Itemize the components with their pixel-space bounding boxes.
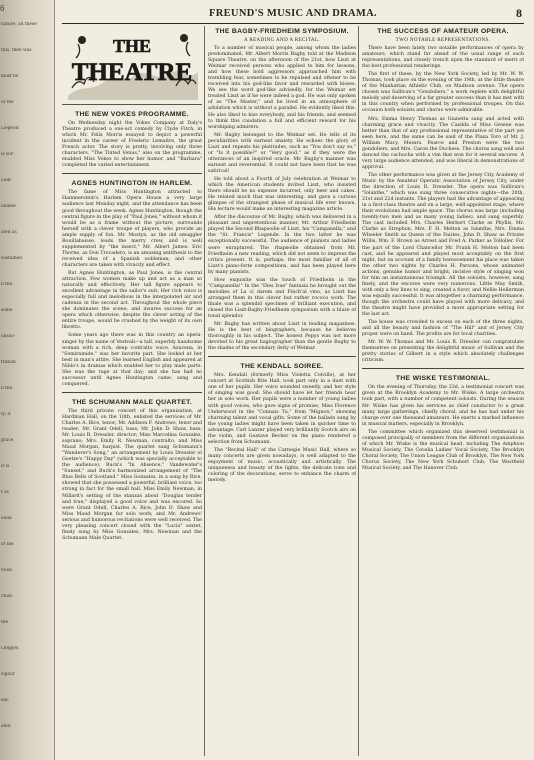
gutter-text-fragment: nature, all these — [1, 22, 37, 27]
paragraph: After the discourse of Mr. Bagby, which was delivered in a pleasant and unpretentious manner, Mr. Arthur Friedheim played the Second Rhapsodie of Liszt, his "Campanella," and the "St. Francis" Legende. In the two latter he was exceptionally successful. The audience of pianists and ladies were enraptured. The rhapsodie obtained from Mr. Friedheim a new reading, which did not seem to impress the critics present. It is, perhaps, the most familiar of all of Liszt's piano-forte compositions, and has been played here by many pianists. — [208, 215, 356, 275]
paragraph: The other performance was given at the Jersey City Academy of Music by the Amateur Operatic Association of Jersey City, under the direction of Louis R. Dressler. The opera was Sullivan's "Iolanthe," which was sung three consecutive nights—the 20th, 21st and 22d instants. The players had the advantage of appearing in a first-class theatre and on a large, well-appointed stage, where their evolutions had ample space. The chorus was large (including twenty-two men and as many young ladies), and sang superbly. The cast included Mrs. Charles Herbert Clarke as Phyllis, Mr. Clarke as Strephon, Mrs. F. H. Melton as Iolanthe, Mrs. Emma Wheeler Smith as Queen of the Fairies, John D. Shaw as Private Willis, Wm. F. Brown as Arrest and Fred A. Parker as Tolloller. For the part of the Lord Chancellor Mr. Frank H. Melton had been cast, and he appeared and played most acceptably on the first night, but on account of a family bereavement his place was taken the other two nights by Charles H. Parsons, whose animated actions, genuine humor and bright, incisive style of singing won for him an instantaneous triumph. All the soloists, however, sang finely, and the encores were very numerous. Little May Smith, with only a few lines to sing, created a furor, and Nellie Hellerman was equally successful. It was altogether a charming performance, though the orchestra could have played with more delicacy, and the theatre might have provided a more appropriate setting for the last act. — [362, 172, 524, 318]
section-title: AGNES HUNTINGTON IN HARLEM. — [71, 180, 193, 188]
paragraph: On Wednesday night the Vokes Company at Daly's Theatre produced a one-act comedy by Clyde Fitch, in which Mr. Felix Morris essayed to depict a powerful incident in the career of Frederic Lemaitre, the great French actor. The story is pretty, involving only three characters. "The Tinted Venus," also on the programme, enabled Miss Vokes to show her humor, and "Barbara" completed the varied entertainment. — [62, 121, 202, 169]
logo-line-2: THEATRE — [71, 59, 193, 86]
paragraph: The fame of Miss Huntington attracted to Hammerstein's Harlem Opera House a very large audience last Monday night, and the attendance has been good throughout the week. Agnes Huntington, though the central figure in the play of "Paul Jones," without whom it would be as a frame without the picture, surrounds herself with a clever troupe of players, who provide an ample supply of fun. Mr. Mostyn, as the old smuggler Bouillabaisse, leads the merry crew, and is well supplemented by "the insect," Mr. Albert James. Eric Thorne, as Don Trocadero, is an amusing antithesis to the received idea of a Spanish nobleman; and other characters are taken with vivacity and effect. — [62, 190, 202, 268]
gutter-text-fragment: is sur- — [1, 152, 15, 157]
paragraph: The house was crowded to excess on each of the three nights, and all the beauty and fashion of "The Hill" and of Jersey City proper were on hand. The profits are for local charities. — [362, 320, 524, 338]
section-divider — [362, 368, 524, 369]
column-rule — [358, 26, 359, 756]
section-title: THE NEW VOKES PROGRAMME. — [75, 111, 189, 118]
gutter-text-fragment: must be — [1, 74, 19, 79]
section-title: THE SUCCESS OF AMATEUR OPERA. — [377, 28, 509, 35]
gutter-text-fragment: ated as — [1, 230, 17, 235]
paragraph: The "Recital Hall" of the Carnegie Music Hall, where so many concerts are given nowadays, is well adapted to the enjoyment of music, acoustically and artistically. The uniqueness and beauty of the lights, the delicate tone and coloring of the decorations, serve to enhance the charm of melody. — [208, 447, 356, 484]
section-title: THE KENDALL SOIREE. — [240, 363, 324, 371]
paragraph: Mrs. Emma Henry Thomas as Gianetta sang and acted with charming grace and vivacity. The Casilda of Miss Greene was better than that of any professional representative of the part yet seen here, and the same can be said of the Plaza Toro of Mr. J. William Macy. Messrs. Pearce and Preston were the two gondoliers, and Mrs. Caron the Duchess. The chorus sang well and danced the cachucha with a vim that won for it several encores. A very large audience attended, and was liberal in demonstrations of approval. — [362, 116, 524, 170]
gutter-text-fragment: n the — [1, 386, 13, 391]
article-body — [362, 46, 524, 364]
section-divider — [62, 392, 202, 393]
page-number: 8 — [516, 6, 522, 20]
gutter-text-fragment: t as — [1, 490, 9, 495]
paragraph: Mrs. Kendall (formerly Miss Violetta Colville), at her concert at Scottish Rite Hall, took part only in a duet with one of her pupils. Her voice sounded sweetly, and her style of singing was good. She should have let her friends hear her in solo work. Her pupils were a number of young ladies with good voices, who gave signs of promise, Miss Florence Underwood in the "Connais Tu," from "Mignon," showing charming talent and vocal gifts. Some of the ballads sung by the young ladies might have been taken in quicker time to advantage. Carl Lanzer played very brilliantly Scotch airs on the violin, and Gustave Becker on the piano rendered a selection from Schumann. — [208, 373, 356, 445]
gutter-text-fragment: of the — [1, 542, 14, 547]
gutter-text-fragment: ir is — [1, 464, 10, 469]
running-header — [62, 8, 524, 24]
section-divider — [62, 173, 202, 174]
gutter-text-fragment: unsus- — [1, 334, 16, 339]
gutter-text-fragment: ated — [1, 724, 11, 729]
paragraph: Mr. W. W. Thomas and Mr. Louis R. Dressler can congratulate themselves on presenting the delightful music of Sullivan and the pretty stories of Gilbert in a style which absolutely challenges criticism. — [362, 340, 524, 364]
paragraph: On the evening of Thursday, the 23d, a testimonial concert was given at the Brooklyn Academy to Mr. Wiske. A large orchestra took part, with a number of competent soloists. During the season Mr. Wiske has given his services as chief conductor to a great many large gatherings, chiefly choral, and he has had under his charge over one thousand amateurs. He exerts a marked influence in musical matters, especially in Brooklyn. — [362, 385, 524, 427]
gutter-text-fragment: of the — [1, 100, 14, 105]
gutter-text-fragment: tration — [1, 360, 16, 365]
left-page-number: 6 — [0, 4, 5, 13]
paragraph: How exquisite was the touch of Friedheim in the "Campanella!" In the "Dies Irae" fantasia he brought out the melodies of La ci darem and Finch'al vino, as Liszt has arranged them in this clever but rather rococo work. The finale was a splendid specimen of brilliant execution, and closed the Liszt-Bagby-Friedheim symposium with a blaze of tonal splendor. — [208, 277, 356, 320]
logo-line-1: THE — [112, 36, 152, 56]
section-title: THE BAGBY-FRIEDHEIM SYMPOSIUM. — [215, 28, 349, 35]
article-body — [208, 373, 356, 484]
section-subtitle: A READING AND A RECITAL. — [243, 38, 320, 43]
paragraph: There have been lately two notable performances of opera by amateurs, which stand far ahead of the usual range of such representations, and closely trench upon the standard of merit of the best professional renderings. — [362, 46, 524, 70]
gutter-text-fragment: some — [1, 308, 13, 313]
gutter-text-fragment: ty, it — [1, 412, 11, 417]
column-1 — [62, 26, 202, 756]
column-rule — [204, 26, 205, 756]
paragraph: But Agnes Huntington, as Paul Jones, is the central attraction. Few women make up and act as a man so naturally and effectively. Her tall figure appears to excellent advantage in the sailor's suit. Her rich voice is especially full and melodious in the interpolated air and cadenza in the second act. Throughout the whole piece she dominates the scene, and insures success for an opera which otherwise, despite the clever acting of the entire troupe, would be crushed by the weight of its own libretto. — [62, 270, 202, 331]
gutter-text-fragment: ction — [1, 594, 12, 599]
gutter-text-fragment: Liegeoit — [1, 126, 19, 131]
article-body — [62, 121, 202, 169]
article-body — [62, 409, 202, 542]
paragraph: The third private concert of this organization, at Hardman Hall, on the 10th, enlisted the services of Mr. Charles A. Rice, tenor; Mr. Addison F. Andrews, tenor and reader; Mr. Grant Odell, bass; Mr. John D. Shaw, bass; Mr. Louis R. Dressler, director; Miss Marcelina Gonzalez, soprano; Mrs. Emily R. Newman, contralto, and Miss Maud Morgan, harpist. The quartet sang Schumann's "Wanderer's Song," an arrangement by Louis Dressler of Goetze's "Happy Day" (which was specially acceptable to the audience), Buck's "In Absence," Vandewater's "Sunset," and Buck's harmonized arrangement of "The Blue Bells of Scotland." Miss Gonzalez, in a song by Rice, showed that she possessed a powerful, brilliant voice, too strong in fact for the small hall. Miss Emily Newman, in Millard's setting of the stanzas about "Douglas tender and true," displayed a good voice and was encored. So were Grant Odell, Charles A. Rice, John D. Shaw and Miss Maud Morgan for solo work; and Mr. Andrews' serious and humorous recitations were well received. The very pleasing concert closed with the "Lucia" sextet, finely sung by Miss Gonzales, Mrs. Newman and the Schumann Male Quartet. — [62, 408, 202, 541]
theatre-logo — [62, 26, 202, 105]
article-body — [62, 190, 202, 388]
gutter-text-fragment: vigour — [1, 672, 15, 677]
paragraph: Some years ago there was in this country an opera-singer by the name of Vestvali—a tall, superbly handsome woman with a rich, deep contralto voice. Azucena, in "Semiramide," was her favorite part. She looked at her best in man's attire. She learned English and appeared at Niblo's in dramas which enabled her to play male parts. She was the rage at that day; and she has had no successor until Agnes Huntington came, sang and conquered. — [62, 333, 202, 387]
section-subtitle: TWO NOTABLE REPRESENTATIONS. — [395, 38, 491, 43]
article-body — [362, 385, 524, 472]
article-body — [208, 46, 356, 352]
column-3 — [362, 26, 524, 756]
section-divider — [208, 356, 356, 357]
paragraph: To a number of musical people, among whom the ladies predominated, Mr. Albert Morris Bagby told at the Madison Square Theatre, on the afternoon of the 21st, how Liszt at Weimar received persons who applied to him for lessons, and how these bold aggressors approached him with trembling fear, sometimes to be repulsed and oftener to be received into his god-like favor and rewarded with kisses. We see the word god-like advisedly, for the Weimar set treated Liszt as if he were indeed a god. He was only spoken of as "The Master," and he lived in an atmosphere of adulation which is without a parallel. He evidently liked this. He also liked to kiss everybody, and his friends, and seemed to think this caudation a full and efficient reward for his worshiping admirers. — [208, 46, 356, 130]
gutter-text-fragment: this, then was — [1, 48, 32, 53]
gutter-text-fragment: n the — [1, 282, 13, 287]
gutter-text-fragment: sustained — [1, 256, 22, 261]
gutter-text-fragment: ied, — [1, 698, 10, 703]
paragraph: The first of these, by the New York Society, led by Mr. W. W. Thomas, took place on the evening of the 19th, at the little theatre of the Manhattan Athletic Club, on Madison avenue. The opera chosen was Sullivan's "Gondoliers," a work replete with delightful melody and deserving of a far greater success than it has met with in this country when performed by professional troupes. On this occasion both soloists and chorus were admirable. — [362, 72, 524, 114]
theatre-logo-art — [62, 26, 202, 104]
gutter-text-fragment: rsion — [1, 568, 12, 573]
left-page-gutter — [0, 0, 55, 760]
paragraph: Mr. Bagby has written about Liszt in leading magazines. He is the best of biographers, because he believes thoroughly in his subject. The honest Pepys was not more devoted to his great hagiographer than the gentle Bagby to the shades of the secondary deity of Weimar. — [208, 322, 356, 352]
gutter-text-fragment: Lengyel, — [1, 646, 20, 651]
paragraph: The committee which organized this deserved testimonial is composed principally of members from the different organizations of which Mr. Wiske is the musical head, including The Amphion Musical Society, The Cecelia Ladies' Vocal Society, The Brooklyn Choral Society, The Union League Club of Brooklyn, The New York Chorus Society, The New York Schubert Club, The Westfield Musical Society, and The Hanover Club. — [362, 429, 524, 471]
gutter-text-fragment: ional — [1, 516, 12, 521]
paragraph: He told about a Fourth of July celebration at Weimar to which the American students invited Liszt, who insisted there should be no expense incurred, only beer and cakes. He related much that was interesting, and gave a curious glimpse of the strangest phase of musical life ever known. His lecture would make an interesting magazine article. — [208, 176, 356, 213]
gutter-text-fragment: the — [1, 620, 9, 625]
gutter-text-fragment: grace — [1, 438, 14, 443]
column-2 — [208, 26, 356, 756]
paragraph: Mr. Bagby belonged to the Weimar set. He tells of its peculiarities with earnest anxiety. He echoes the glory of Liszt and repeats his platitudes, such as "You don't say so," or "Is it possible?" or "Very good," as if they were the utterances of an inspired oracle. Mr. Bagby's manner was earnest and reverential. It could not have been that he was satirical! — [208, 132, 356, 174]
publication-title: FREUND'S MUSIC AND DRAMA. — [209, 8, 377, 19]
gutter-text-fragment: unable — [1, 204, 16, 209]
section-title: THE WISKE TESTIMONIAL. — [395, 375, 491, 383]
gutter-text-fragment: Lieb- — [1, 178, 12, 183]
section-title: THE SCHUMANN MALE QUARTET. — [72, 398, 192, 406]
